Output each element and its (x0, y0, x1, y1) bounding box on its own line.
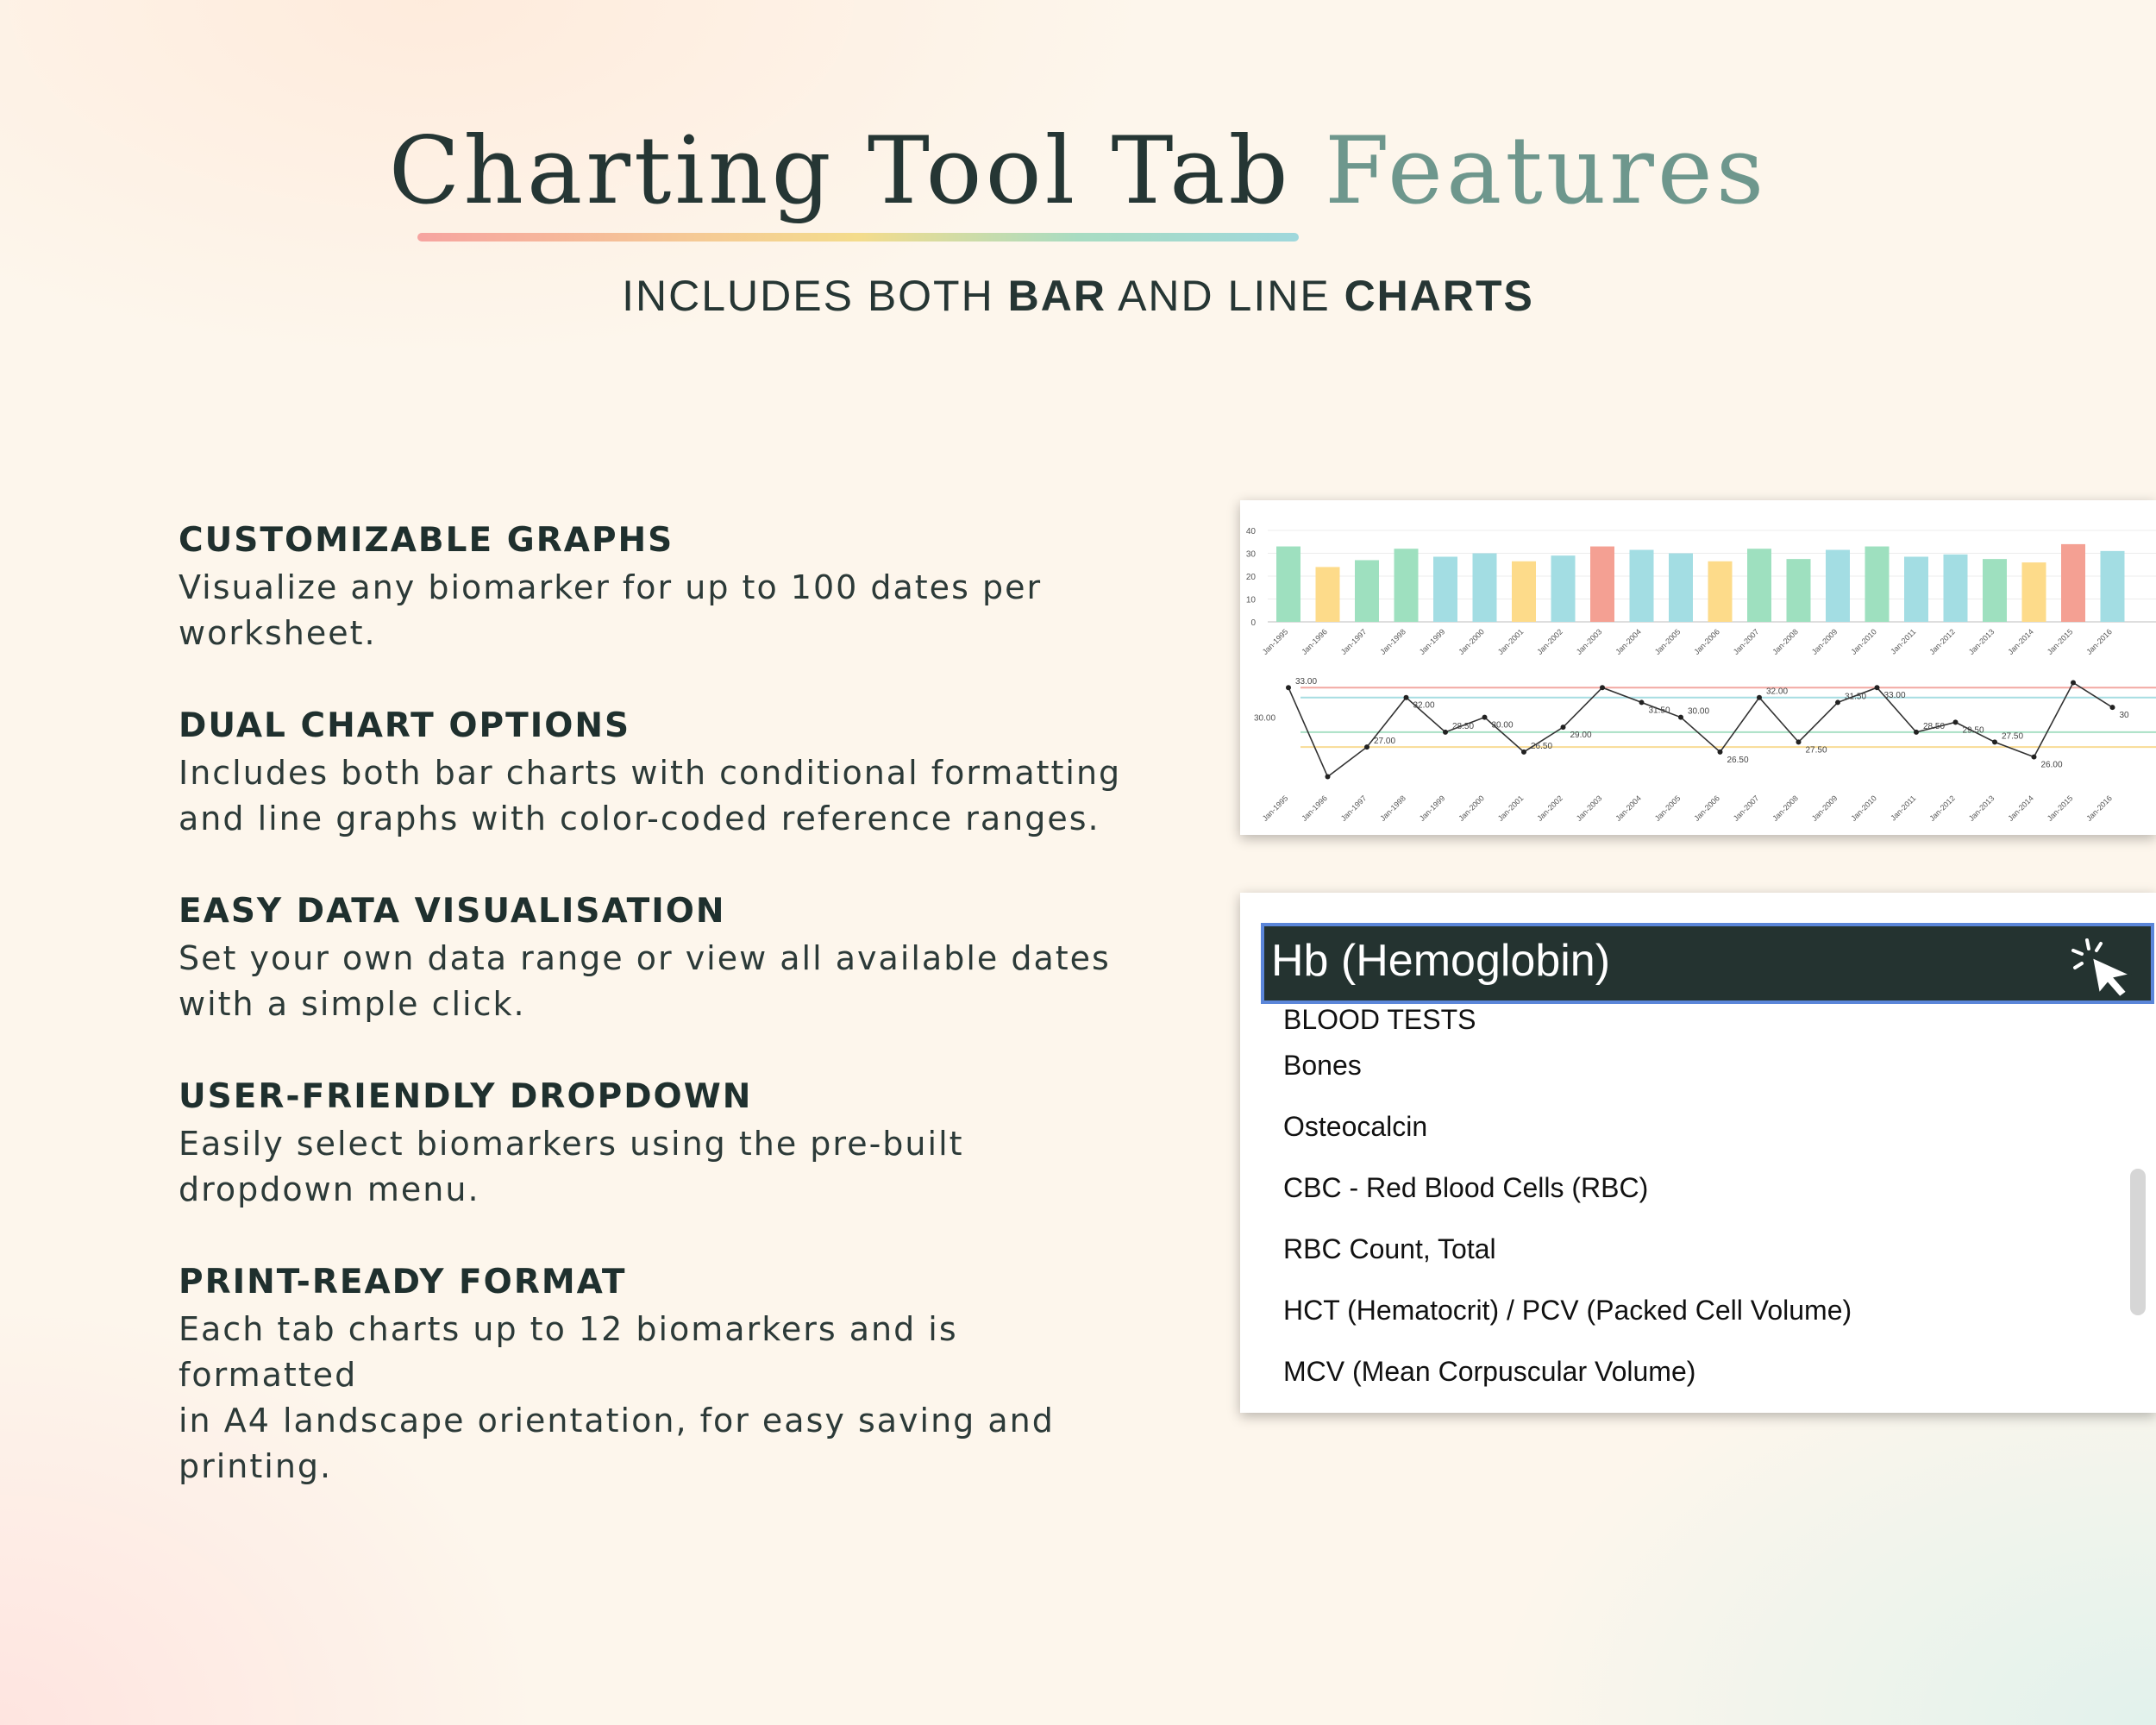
title-accent: Features (1325, 117, 1768, 225)
feature-list (179, 521, 1144, 1540)
line-x-tick-label: Jan-2012 (1927, 794, 1957, 823)
line-x-tick-label: Jan-2013 (1966, 794, 1996, 823)
dropdown-scrollbar[interactable] (2130, 1169, 2146, 1315)
bar-x-tick-label: Jan-2007 (1731, 627, 1761, 656)
line-point (2032, 755, 2037, 760)
bar-mark (1904, 556, 1928, 622)
line-data-label: 28.50 (1452, 721, 1475, 731)
bar-mark (1708, 561, 1733, 622)
bar-mark (1355, 560, 1379, 622)
line-point (1326, 775, 1331, 780)
bar-mark (1276, 547, 1300, 622)
line-x-tick-label: Jan-2001 (1495, 794, 1526, 823)
line-point (1482, 715, 1488, 720)
line-x-tick-label: Jan-2000 (1457, 794, 1486, 823)
line-point (1678, 715, 1683, 720)
chart-preview-panel (1240, 500, 2156, 835)
bar-mark (1473, 554, 1497, 623)
line-y-tick-label: 30.00 (1254, 713, 1276, 724)
line-point (1914, 730, 1919, 735)
line-point (1992, 739, 1997, 744)
subtitle-part: INCLUDES BOTH (622, 272, 1008, 320)
line-x-tick-label: Jan-1996 (1300, 794, 1329, 823)
line-point (2071, 680, 2076, 685)
feature-item (179, 1263, 1144, 1490)
line-point (1796, 739, 1802, 744)
feature-description: Includes both bar charts with conditional formatting and line graphs with color-coded reference ranges. (179, 754, 1122, 837)
bar-x-tick-label: Jan-2013 (1966, 627, 1996, 656)
bar-x-tick-label: Jan-2008 (1771, 627, 1800, 656)
line-point (1953, 719, 1959, 724)
bar-mark (2101, 551, 2125, 622)
line-x-tick-label: Jan-2014 (2006, 794, 2035, 823)
line-data-label: 32.00 (1413, 700, 1435, 711)
bar-x-tick-label: Jan-1999 (1417, 627, 1447, 656)
line-point (1875, 685, 1880, 690)
bar-mark (1512, 561, 1536, 622)
line-data-label: 33.00 (1295, 677, 1318, 687)
bar-mark (1590, 547, 1614, 622)
bar-x-tick-label: Jan-2012 (1927, 627, 1957, 656)
line-x-tick-label: Jan-2005 (1652, 794, 1683, 823)
feature-title: EASY DATA VISUALISATION (179, 892, 726, 931)
dropdown-options (1240, 1004, 2137, 1402)
line-data-label: 26.50 (1727, 755, 1749, 765)
dropdown-selected-value: Hb (Hemoglobin) (1271, 936, 1611, 986)
line-data-label: 33.00 (1883, 691, 1906, 701)
feature-title: DUAL CHART OPTIONS (179, 706, 631, 745)
dropdown-option[interactable]: RBC Count, Total (1283, 1233, 1496, 1264)
bar-mark (1669, 554, 1693, 623)
feature-title: USER-FRIENDLY DROPDOWN (179, 1077, 753, 1116)
bar-x-tick-label: Jan-2001 (1495, 627, 1526, 656)
bar-mark (1865, 547, 1890, 622)
feature-title: CUSTOMIZABLE GRAPHS (179, 521, 674, 560)
bar-x-tick-label: Jan-2006 (1692, 627, 1721, 656)
bar-mark (1395, 549, 1419, 622)
line-point (1521, 750, 1526, 755)
bar-x-tick-label: Jan-2015 (2045, 627, 2075, 656)
bar-mark (1944, 555, 1968, 622)
title-underline (417, 233, 1299, 242)
line-data-label: 26.00 (2040, 760, 2063, 770)
bar-x-tick-label: Jan-2000 (1457, 627, 1486, 656)
click-cursor-icon (2070, 937, 2139, 999)
biomarker-dropdown[interactable] (1261, 923, 2154, 1004)
line-x-tick-label: Jan-2003 (1574, 794, 1604, 823)
dropdown-option[interactable]: Osteocalcin (1283, 1111, 1428, 1142)
line-data-label: 29.00 (1570, 731, 1592, 741)
line-x-tick-label: Jan-2006 (1692, 794, 1721, 823)
feature-item (179, 892, 1144, 1027)
bar-x-tick-label: Jan-2010 (1849, 627, 1878, 656)
subtitle-bold: CHARTS (1344, 272, 1534, 320)
line-point (1600, 685, 1605, 690)
dropdown-option[interactable]: HCT (Hematocrit) / PCV (Packed Cell Volume) (1283, 1295, 1852, 1326)
bar-y-tick-label: 30 (1245, 549, 1256, 560)
line-x-tick-label: Jan-2016 (2084, 794, 2114, 823)
line-data-label: 31.50 (1845, 692, 1867, 702)
bar-y-tick-label: 0 (1250, 618, 1256, 628)
bar-y-tick-label: 10 (1245, 595, 1256, 605)
bar-x-tick-label: Jan-1995 (1260, 627, 1290, 656)
bar-x-tick-label: Jan-1998 (1378, 627, 1407, 656)
line-x-tick-label: Jan-2010 (1849, 794, 1878, 823)
subtitle-part: AND LINE (1106, 272, 1344, 320)
line-point (1757, 695, 1762, 700)
line-data-label: 27.00 (1374, 737, 1396, 747)
bar-x-tick-label: Jan-2016 (2084, 627, 2114, 656)
line-data-label: 28.50 (1923, 721, 1946, 731)
bar-mark (2061, 544, 2085, 622)
bar-mark (1630, 550, 1654, 622)
feature-item (179, 706, 1144, 842)
line-x-tick-label: Jan-1997 (1338, 794, 1369, 823)
line-x-tick-label: Jan-2011 (1889, 794, 1918, 823)
subtitle-bold: BAR (1007, 272, 1106, 320)
dropdown-option[interactable]: MCV (Mean Corpuscular Volume) (1283, 1356, 1696, 1387)
bar-x-tick-label: Jan-2011 (1889, 627, 1918, 656)
feature-description: Set your own data range or view all available dates with a simple click. (179, 939, 1111, 1023)
bar-mark (1983, 559, 2007, 622)
line-point (1561, 724, 1566, 730)
page-subtitle (0, 271, 2156, 321)
line-data-label: 29.50 (1962, 725, 1984, 736)
bar-mark (1551, 555, 1576, 622)
feature-description: Easily select biomarkers using the pre-built dropdown menu. (179, 1125, 964, 1208)
line-data-label: 32.00 (1766, 687, 1789, 697)
line-x-tick-label: Jan-2007 (1731, 794, 1761, 823)
bar-x-tick-label: Jan-2004 (1614, 627, 1643, 656)
dropdown-option[interactable]: CBC - Red Blood Cells (RBC) (1283, 1172, 1649, 1203)
bar-mark (2022, 562, 2046, 622)
bar-x-tick-label: Jan-2002 (1535, 627, 1564, 656)
line-point (1718, 750, 1723, 755)
line-data-label: 31.50 (1648, 706, 1670, 716)
feature-item (179, 1077, 1144, 1213)
feature-description: Each tab charts up to 12 biomarkers and is formatted in A4 landscape orientation, for easy saving and printing. (179, 1310, 1055, 1485)
line-x-tick-label: Jan-2008 (1771, 794, 1800, 823)
line-point (1639, 699, 1645, 705)
line-x-tick-label: Jan-1998 (1378, 794, 1407, 823)
line-point (1286, 685, 1291, 690)
chart-svg (1240, 500, 2156, 835)
bar-y-tick-label: 40 (1245, 527, 1256, 536)
bar-y-tick-label: 20 (1245, 573, 1256, 582)
line-x-tick-label: Jan-2004 (1614, 794, 1643, 823)
line-x-tick-label: Jan-1999 (1417, 794, 1447, 823)
line-x-tick-label: Jan-2015 (2045, 794, 2075, 823)
title-main: Charting Tool Tab (388, 117, 1292, 225)
line-data-label: 30.00 (1688, 706, 1710, 717)
bar-x-tick-label: Jan-2014 (2006, 627, 2035, 656)
dropdown-option[interactable]: Bones (1283, 1050, 1362, 1081)
bar-mark (1747, 549, 1771, 622)
line-x-tick-label: Jan-1995 (1260, 794, 1290, 823)
line-data-label: 26.50 (1531, 741, 1553, 751)
dropdown-option[interactable]: BLOOD TESTS (1283, 1004, 1476, 1035)
line-point (1404, 695, 1409, 700)
line-point (1835, 699, 1840, 705)
line-data-label: 27.50 (1805, 745, 1827, 756)
line-point (1364, 744, 1369, 750)
line-x-tick-label: Jan-2002 (1535, 794, 1564, 823)
bar-mark (1787, 559, 1811, 622)
feature-title: PRINT-READY FORMAT (179, 1263, 627, 1302)
line-x-tick-label: Jan-2009 (1809, 794, 1839, 823)
feature-description: Visualize any biomarker for up to 100 dates per worksheet. (179, 568, 1043, 652)
page-title (0, 117, 2156, 225)
bar-x-tick-label: Jan-1996 (1300, 627, 1329, 656)
line-point (1443, 730, 1448, 735)
bar-x-tick-label: Jan-2005 (1652, 627, 1683, 656)
bar-x-tick-label: Jan-2009 (1809, 627, 1839, 656)
feature-item (179, 521, 1144, 656)
bar-mark (1316, 567, 1340, 622)
line-data-label: 27.50 (2002, 731, 2024, 742)
line-data-label: 30.00 (1491, 720, 1514, 731)
line-data-label: 30 (2119, 711, 2129, 721)
bar-mark (1433, 556, 1457, 622)
dropdown-preview-panel (1240, 893, 2156, 1413)
bar-x-tick-label: Jan-2003 (1574, 627, 1604, 656)
bar-mark (1826, 550, 1850, 622)
line-point (2110, 705, 2115, 710)
bar-x-tick-label: Jan-1997 (1338, 627, 1369, 656)
